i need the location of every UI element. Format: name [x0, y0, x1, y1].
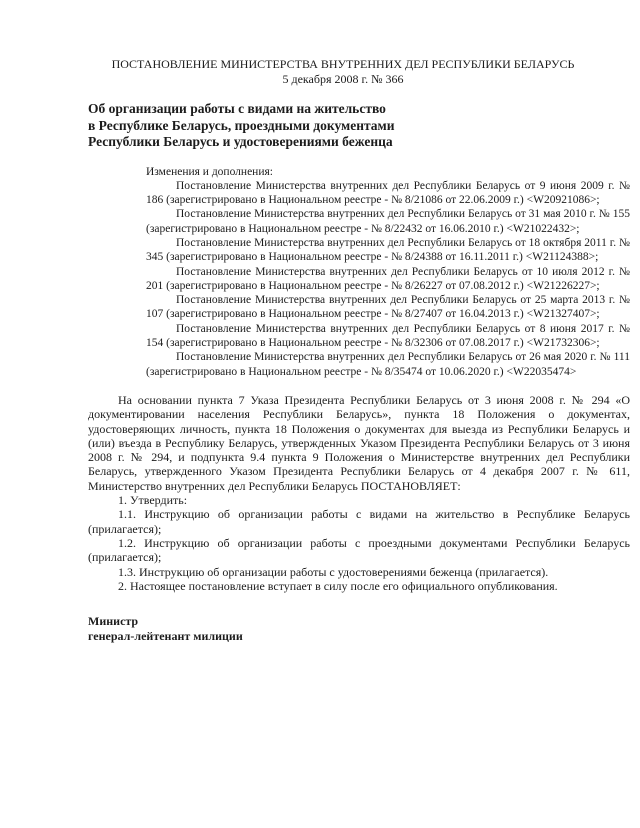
decree-point: 1.3. Инструкцию об организации работы с удостоверениями беженца (прилагается). — [118, 564, 549, 579]
decree-subject-line: Республики Беларусь и удостоверениями беженца — [88, 134, 393, 149]
decree-date-number: 5 декабря 2008 г. № 366 — [282, 72, 404, 86]
amendment-item: Постановление Министерства внутренних дел Республики Беларусь от 31 мая 2010 г. № 155 (зарегистрировано в Национальном реестре - № 8/22432 от 16.06.2010 г.) <W21022432>; — [146, 208, 630, 235]
decree-body — [88, 393, 630, 593]
amendments-intro: Изменения и дополнения: — [146, 165, 273, 178]
amendment-item: Постановление Министерства внутренних дел Республики Беларусь от 8 июня 2017 г. № 154 (зарегистрировано в Национальном реестре - № 8/32306 от 07.08.2017 г.) <W21732306>; — [146, 322, 630, 350]
decree-subject — [88, 101, 630, 151]
decree-preamble: На основании пункта 7 Указа Президента Республики Беларусь от 3 июня 2008 г. № 294 «О документировании населения Республики Беларусь», пункта 18 Положения о документах, удостоверяющих личность, пункта 18 Положения о документах для выезда из Республики Беларусь и (или) въезда в Республику Беларусь, утвержденных Указом Президента Республики Беларусь от 3 июня 2008 г. № 294, и подпункта 9.4 пункта 9 Положения о Министерстве внутренних дел Республики Беларусь, утвержденного Указом Президента Республики Беларусь от 4 декабря 2007 г. № 611, Министерство внутренних дел Республики Беларусь ПОСТАНОВЛЯЕТ: — [88, 392, 630, 493]
amendments-block — [146, 165, 630, 379]
decree-document — [88, 57, 630, 644]
amendment-item: Постановление Министерства внутренних дел Республики Беларусь от 25 марта 2013 г. № 107 (зарегистрировано в Национальном реестре - № 8/27407 от 16.04.2013 г.) <W21327407>; — [146, 294, 630, 321]
decree-point: 1. Утвердить: — [118, 493, 188, 508]
amendment-item: Постановление Министерства внутренних дел Республики Беларусь от 18 октября 2011 г. № 345 (зарегистрировано в Национальном реестре - № 8/24388 от 16.11.2011 г.) <W21124388>; — [146, 236, 630, 264]
decree-subject-line: в Республике Беларусь, проездными документами — [88, 117, 395, 133]
amendment-item: Постановление Министерства внутренних дел Республики Беларусь от 26 мая 2020 г. № 111 (зарегистрировано в Национальном реестре - № 8/35474 от 10.06.2020 г.) <W22035474> — [146, 351, 630, 378]
signature-rank: генерал-лейтенант милиции — [88, 629, 243, 644]
amendment-item: Постановление Министерства внутренних дел Республики Беларусь от 9 июня 2009 г. № 186 (зарегистрировано в Национальном реестре - № 8/21086 от 22.06.2009 г.) <W20921086>; — [146, 179, 630, 207]
decree-subject-line: Об организации работы с видами на жительство — [88, 101, 386, 116]
decree-title: ПОСТАНОВЛЕНИЕ МИНИСТЕРСТВА ВНУТРЕННИХ ДЕЛ РЕСПУБЛИКИ БЕЛАРУСЬ — [111, 57, 575, 71]
decree-point: 1.2. Инструкцию об организации работы с проездными документами Республики Беларусь (прилагается); — [88, 535, 630, 565]
signature-block — [88, 614, 630, 644]
amendment-item: Постановление Министерства внутренних дел Республики Беларусь от 10 июля 2012 г. № 201 (зарегистрировано в Национальном реестре - № 8/26227 от 07.08.2012 г.) <W21226227>; — [146, 265, 630, 292]
signature-position: Министр — [88, 614, 139, 629]
decree-point: 1.1. Инструкцию об организации работы с видами на жительство в Республике Беларусь (прилагается); — [88, 507, 630, 536]
decree-point: 2. Настоящее постановление вступает в силу после его официального опубликования. — [118, 578, 558, 593]
decree-header — [88, 57, 598, 87]
